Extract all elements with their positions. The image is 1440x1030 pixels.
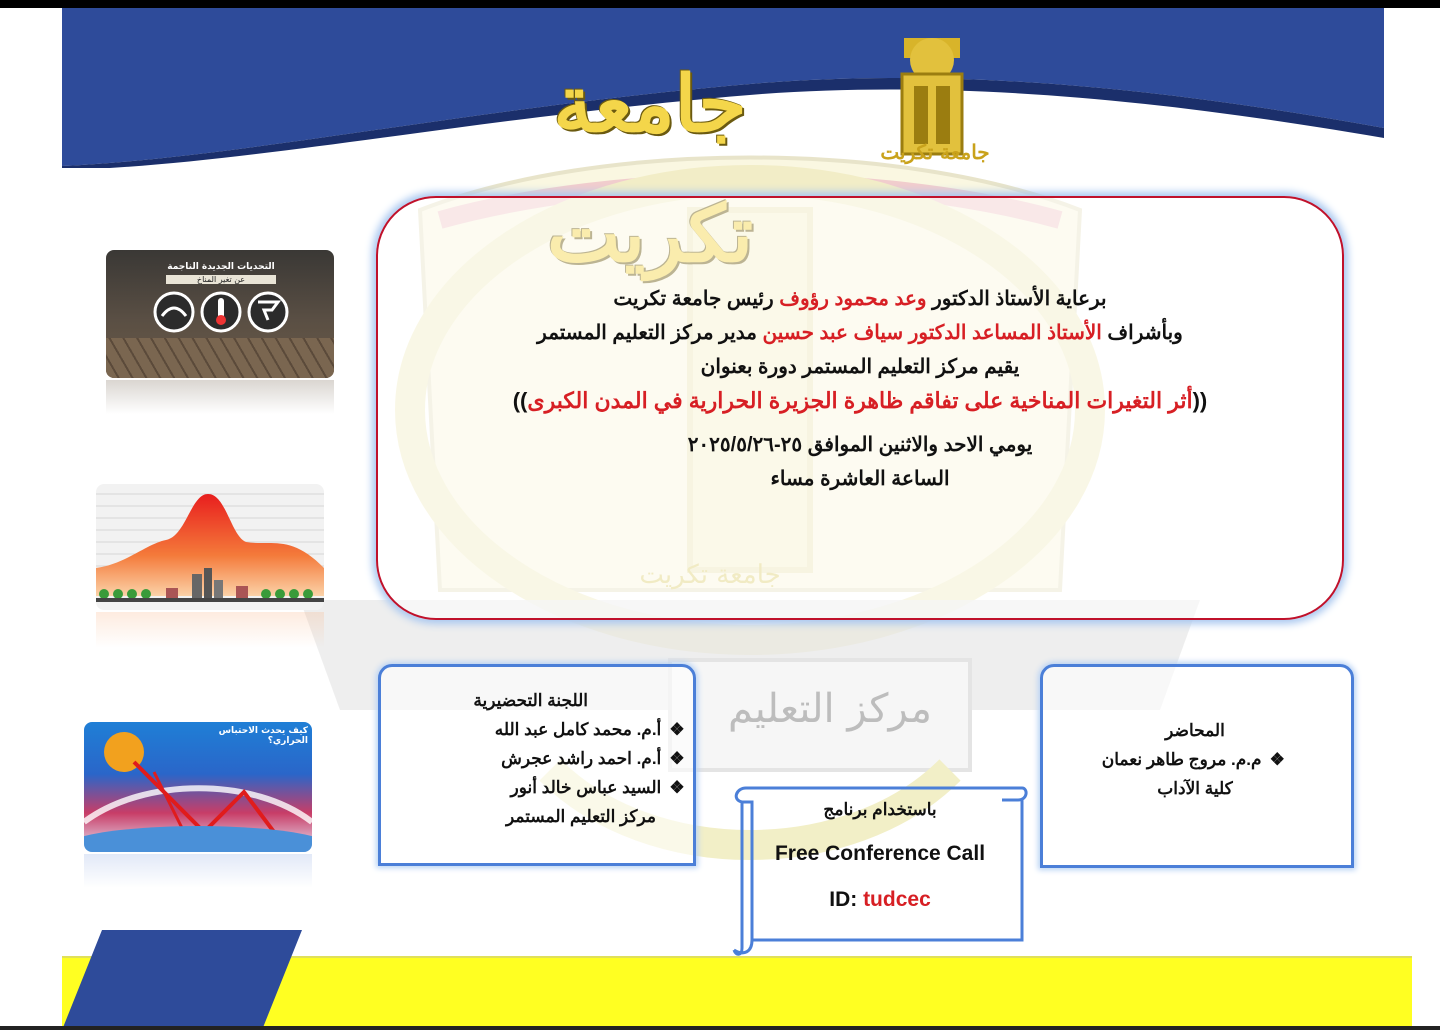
climate-image-reflection bbox=[106, 380, 334, 414]
supervisor-line bbox=[390, 316, 1330, 350]
committee-member bbox=[388, 715, 688, 744]
cracked-earth bbox=[106, 338, 334, 378]
heat-island-image-reflection bbox=[96, 612, 324, 648]
announcement-text bbox=[390, 282, 1330, 496]
diamond-bullet-icon: ❖ bbox=[669, 720, 685, 739]
footer-blue-shape bbox=[62, 930, 302, 1030]
committee-department: مركز التعليم المستمر bbox=[506, 807, 656, 826]
watermark-center-text: مركز التعليم bbox=[728, 686, 932, 732]
supervisor-prefix: وبأشراف bbox=[1101, 322, 1183, 344]
program-id-label: ID: bbox=[829, 888, 864, 911]
sponsor-line bbox=[390, 282, 1330, 316]
climate-card-title: التحديات الجديدة الناجمة bbox=[167, 262, 275, 272]
diamond-bullet-icon: ❖ bbox=[669, 778, 685, 797]
committee-info bbox=[388, 686, 688, 831]
greenhouse-effect-image bbox=[84, 722, 312, 852]
committee-member bbox=[388, 744, 688, 773]
committee-member-name: أ.م. محمد كامل عبد الله bbox=[494, 720, 662, 739]
committee-member-name: السيد عباس خالد أنور bbox=[510, 778, 662, 797]
sponsor-suffix: رئيس جامعة تكريت bbox=[613, 288, 780, 310]
committee-member bbox=[388, 773, 688, 802]
greenhouse-title: كيف يحدث الاحتباس الحراري؟ bbox=[218, 726, 308, 746]
course-intro-line: يقيم مركز التعليم المستمر دورة بعنوان bbox=[700, 356, 1020, 378]
heat-island-image bbox=[96, 484, 324, 610]
program-using-label: باستخدام برنامج bbox=[823, 800, 937, 819]
lecturer-college: كلية الآداب bbox=[1157, 779, 1233, 798]
course-title: أثر التغيرات المناخية على تفاقم ظاهرة الجزيرة الحرارية في المدن الكبرى bbox=[527, 388, 1193, 413]
university-logo-text: جامعة bbox=[553, 59, 747, 150]
diamond-bullet-icon: ❖ bbox=[1269, 750, 1285, 769]
sponsor-name: وعد محمود رؤوف bbox=[779, 288, 927, 310]
sponsor-prefix: برعاية الأستاذ الدكتور bbox=[926, 288, 1107, 310]
emblem-label: جامعة تكريت bbox=[880, 140, 990, 164]
greenhouse-diagram bbox=[84, 722, 312, 852]
course-title-line bbox=[390, 384, 1330, 418]
date-line: يومي الاحد والاثنين الموافق ٢٥-٢٠٢٥/٥/٢٦ bbox=[687, 434, 1033, 456]
committee-heading: اللجنة التحضيرية bbox=[473, 691, 588, 710]
program-id-value: tudcec bbox=[863, 888, 931, 911]
lecturer-heading: المحاضر bbox=[1165, 721, 1225, 740]
top-black-bar bbox=[0, 0, 1440, 8]
climate-challenges-image bbox=[106, 250, 334, 378]
lecturer-info bbox=[1050, 716, 1340, 803]
title-open-paren: (( bbox=[1192, 388, 1208, 413]
lecturer-name-line bbox=[1050, 745, 1340, 774]
time-line: الساعة العاشرة مساء bbox=[770, 468, 950, 490]
supervisor-name: الأستاذ المساعد الدكتور سياف عبد حسين bbox=[762, 322, 1102, 344]
climate-icons bbox=[146, 286, 296, 336]
bottom-black-line bbox=[0, 1026, 1440, 1030]
greenhouse-image-reflection bbox=[84, 854, 312, 888]
committee-member-name: أ.م. احمد راشد عجرش bbox=[501, 749, 662, 768]
diamond-bullet-icon: ❖ bbox=[669, 749, 685, 768]
program-app-name: Free Conference Call bbox=[774, 842, 986, 865]
program-info bbox=[740, 800, 1020, 912]
title-close-paren: )) bbox=[512, 388, 528, 413]
program-id-line bbox=[740, 888, 1020, 912]
climate-card-subtitle: عن تغير المناخ bbox=[166, 275, 276, 284]
lecturer-name: م.م. مروج طاهر نعمان bbox=[1101, 750, 1262, 769]
supervisor-suffix: مدير مركز التعليم المستمر bbox=[537, 322, 763, 344]
